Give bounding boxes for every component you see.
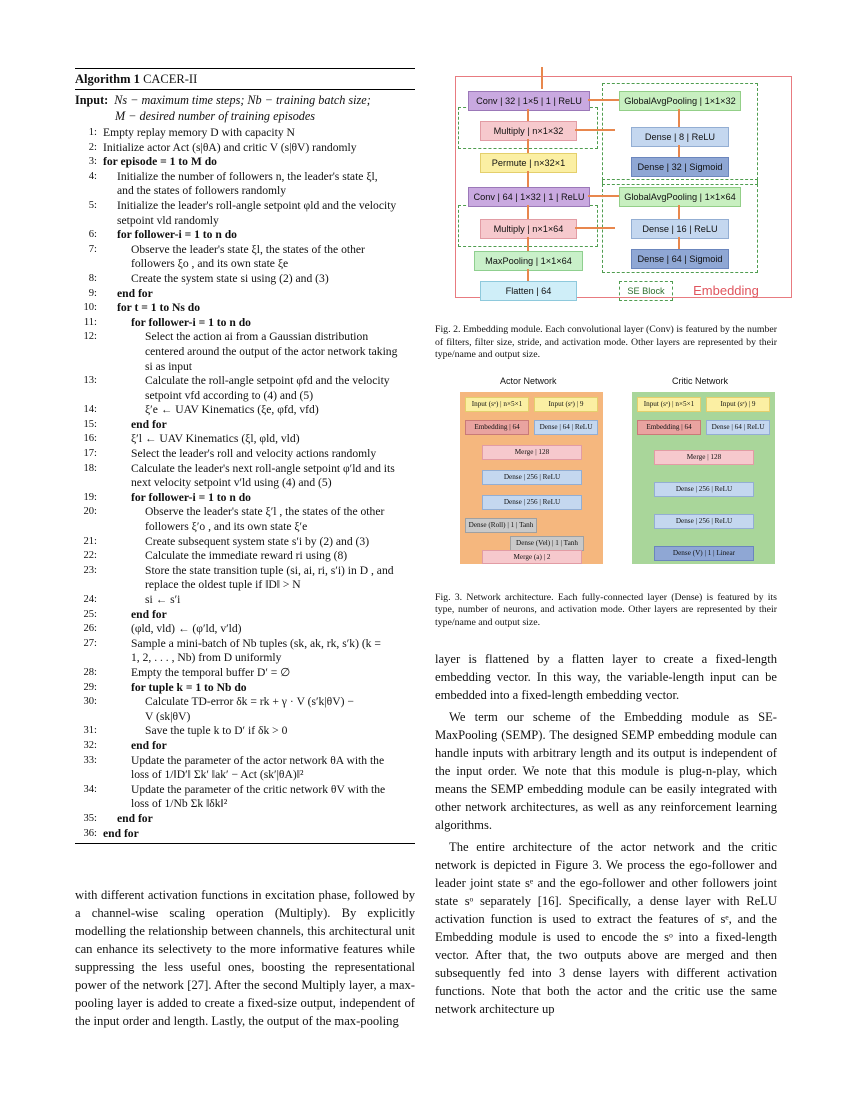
algorithm-line	[75, 243, 415, 258]
line-number: 24:	[83, 594, 97, 605]
actor-input-e: Input (sᵉ) | 9	[534, 397, 598, 412]
algorithm-line	[75, 126, 415, 141]
algorithm-line	[75, 783, 415, 798]
embedding-label: Embedding	[693, 282, 759, 298]
critic-merge: Merge | 128	[654, 450, 754, 465]
algorithm-line	[75, 155, 415, 170]
line-number: 30:	[83, 696, 97, 708]
conv2-box: Conv | 64 | 1×32 | 1 | ReLU	[468, 187, 590, 207]
line-text: centered around the output of the actor network taking	[145, 344, 398, 358]
input-label: Input:	[75, 93, 109, 107]
line-number: 10:	[83, 302, 97, 314]
algorithm-line	[75, 578, 415, 593]
line-text: for tuple k = 1 to Nb do	[131, 680, 247, 694]
arrow	[575, 129, 615, 131]
line-number	[75, 476, 103, 491]
algorithm-line	[75, 797, 415, 812]
line-number: 28:	[83, 666, 97, 678]
line-text: end for	[117, 811, 153, 825]
line-text: V (sk|θV)	[145, 709, 191, 723]
gap2-box: GlobalAvgPooling | 1×1×64	[619, 187, 741, 207]
line-number: 33:	[83, 754, 97, 766]
line-text: si as input	[145, 359, 193, 373]
right-paragraph-1: layer is flattened by a flatten layer to create a fixed-length embedding vector. In this way, the variable-length input can be embedded into a fixed-length embedding vector.	[435, 651, 777, 702]
algorithm-line	[75, 535, 415, 550]
line-number	[75, 768, 103, 783]
algorithm-line	[75, 418, 415, 433]
line-number: 9:	[88, 287, 97, 299]
actor-dense64: Dense | 64 | ReLU	[534, 420, 598, 435]
algorithm-label: Algorithm 1	[75, 72, 140, 86]
line-text: Initialize actor Act (s|θA) and critic V (s|θV) randomly	[103, 140, 357, 154]
line-text: (φld, vld) ← (φ′ld, v′ld)	[131, 622, 242, 636]
input-arrow	[541, 67, 543, 89]
figure-2-embedding-diagram	[455, 76, 792, 298]
algorithm-line	[75, 476, 415, 491]
algorithm-line	[75, 505, 415, 520]
line-text: Update the parameter of the critic network θV with the	[131, 782, 386, 796]
line-number: 14:	[83, 404, 97, 416]
figure-2-caption: Fig. 2. Embedding module. Each convolutional layer (Conv) is featured by the number of filters, filter size, stride, and activation mode. Other layers are represented by their type/name and output size.	[435, 324, 777, 361]
algorithm-line	[75, 754, 415, 769]
line-number	[75, 797, 103, 812]
line-text: Select the leader's roll and velocity actions randomly	[131, 447, 377, 461]
algorithm-name: CACER-II	[143, 72, 198, 86]
line-text: si ← s′i	[145, 593, 181, 606]
line-text: for t = 1 to Ns do	[117, 301, 201, 315]
critic-panel	[632, 392, 775, 564]
actor-merge: Merge | 128	[482, 445, 582, 460]
line-text: Calculate the immediate reward ri using (8)	[145, 549, 348, 563]
line-text: 1, 2, . . . , Nb) from D uniformly	[131, 651, 282, 665]
critic-dense64: Dense | 64 | ReLU	[706, 420, 770, 435]
line-text: end for	[103, 826, 139, 840]
line-text: Sample a mini-batch of Nb tuples (sk, ak, rk, s′k) (k =	[131, 636, 381, 650]
line-text: loss of 1/‖D′‖ Σk′ ‖ak′ − Act (sk′|θA)‖²	[131, 768, 304, 782]
line-text: for follower-i = 1 to n do	[117, 228, 237, 242]
algorithm-line	[75, 228, 415, 243]
line-number: 4:	[88, 170, 97, 182]
algorithm-line	[75, 462, 415, 477]
gap1-box: GlobalAvgPooling | 1×1×32	[619, 91, 741, 111]
critic-dense-v: Dense (V) | 1 | Linear	[654, 546, 754, 561]
line-text: for follower-i = 1 to n do	[131, 490, 251, 504]
algorithm-line	[75, 360, 415, 375]
arrow	[678, 237, 680, 249]
algorithm-line	[75, 520, 415, 535]
input-line-1: Ns − maximum time steps; Nb − training batch size;	[114, 93, 371, 107]
algorithm-line	[75, 681, 415, 696]
arrow	[575, 227, 615, 229]
line-number: 31:	[83, 725, 97, 737]
algorithm-line	[75, 827, 415, 842]
line-text: Initialize the leader's roll-angle setpoint φld and the velocity	[117, 198, 397, 212]
line-text: Observe the leader's state ξl, the states of the other	[131, 242, 365, 256]
actor-embedding: Embedding | 64	[465, 420, 529, 435]
line-number: 21:	[83, 535, 97, 547]
line-text: end for	[131, 738, 167, 752]
line-number	[75, 389, 103, 404]
algorithm-input	[75, 90, 415, 124]
algorithm-line	[75, 447, 415, 462]
algorithm-line	[75, 622, 415, 637]
algorithm-line	[75, 739, 415, 754]
actor-dense-vel: Dense (Vel) | 1 | Tanh	[510, 536, 584, 551]
line-number	[75, 520, 103, 535]
right-column	[435, 68, 777, 1018]
arrow	[588, 99, 619, 101]
line-text: Select the action ai from a Gaussian distribution	[145, 330, 369, 344]
figure-3-caption: Fig. 3. Network architecture. Each fully-connected layer (Dense) is featured by its type, number of neurons, and activation mode. Other layers are represented by their type/name and output size.	[435, 591, 777, 628]
line-number: 34:	[83, 783, 97, 795]
se-block-legend: SE Block	[619, 281, 673, 301]
permute-box: Permute | n×32×1	[480, 153, 577, 173]
line-number: 26:	[83, 623, 97, 635]
algorithm-line	[75, 491, 415, 506]
line-text: Empty replay memory D with capacity N	[103, 126, 295, 139]
line-text: Create subsequent system state s′i by (2) and (3)	[145, 534, 370, 548]
right-paragraph-2: We term our scheme of the Embedding module as SE-MaxPooling (SEMP). The designed SEMP embedding module can handle inputs with arbitrary length and its output is independent of the input order. We note that this module is plug-n-play, which means the SEMP embedding module can be easily integrated with other network architectures, as well as any reinforcement learning algorithms.	[435, 709, 777, 832]
dense64-box: Dense | 64 | Sigmoid	[631, 249, 729, 269]
arrow	[588, 195, 619, 197]
line-text: for follower-i = 1 to n do	[131, 315, 251, 329]
line-number: 7:	[88, 243, 97, 255]
line-number: 27:	[83, 637, 97, 649]
left-column	[75, 68, 415, 1030]
dense16-box: Dense | 16 | ReLU	[631, 219, 729, 239]
algorithm-line	[75, 403, 415, 418]
line-number: 11:	[83, 316, 97, 328]
line-number: 13:	[83, 375, 97, 387]
algorithm-title	[75, 68, 415, 90]
arrow	[678, 205, 680, 219]
line-text: Calculate the leader's next roll-angle setpoint φ′ld and its	[131, 461, 395, 475]
algorithm-line	[75, 651, 415, 666]
line-number: 19:	[83, 491, 97, 503]
actor-dense256-b: Dense | 256 | ReLU	[482, 495, 582, 510]
line-number: 18:	[83, 462, 97, 474]
line-number: 22:	[83, 550, 97, 562]
algorithm-line	[75, 170, 415, 185]
arrow	[527, 205, 529, 219]
line-number: 1:	[88, 127, 97, 138]
line-text: Initialize the number of followers n, the leader's state ξl,	[117, 169, 378, 183]
critic-dense256-a: Dense | 256 | ReLU	[654, 482, 754, 497]
algorithm-line	[75, 199, 415, 214]
algorithm-line	[75, 214, 415, 229]
line-number	[75, 214, 103, 229]
line-text: Create the system state si using (2) and (3)	[131, 271, 329, 285]
line-text: Observe the leader's state ξ′l , the states of the other	[145, 505, 385, 519]
line-text: Empty the temporal buffer D′ = ∅	[131, 665, 291, 679]
line-text: Calculate TD-error δk = rk + γ · V (s′k|θV) −	[145, 695, 354, 709]
line-number	[75, 578, 103, 593]
right-paragraph-3: The entire architecture of the actor network and the critic network is depicted in Figure 3. We process the ego-follower and leader joint state sᵉ and the ego-follower and other followers joint state sᵒ separately [16]. Specifically, a dense layer with ReLU activation function is used to extract the features of sᵉ, and the Embedding module is used to encode the sᵒ into a fixed-length vector. After that, the two outputs above are merged and then subsequently fed into 3 dense layers with different activation functions. Note that both the actor and the critic use the same network architecture up	[435, 839, 777, 1016]
line-text: setpoint vfd according to (4) and (5)	[145, 388, 314, 402]
line-number: 16:	[83, 433, 97, 445]
line-text: ξ′e ← UAV Kinematics (ξe, φfd, vfd)	[145, 403, 319, 417]
line-text: followers ξ′o , and its own state ξ′e	[145, 520, 308, 534]
line-number	[75, 710, 103, 725]
dense8-box: Dense | 8 | ReLU	[631, 127, 729, 147]
line-number: 15:	[83, 418, 97, 430]
line-number: 35:	[83, 812, 97, 824]
conv1-box: Conv | 32 | 1×5 | 1 | ReLU	[468, 91, 590, 111]
line-text: and the states of followers randomly	[117, 184, 287, 198]
line-number	[75, 651, 103, 666]
figure-3-network-diagram	[460, 376, 790, 566]
arrow	[678, 109, 680, 127]
algorithm-line	[75, 316, 415, 331]
line-number: 20:	[83, 506, 97, 518]
line-number: 25:	[83, 608, 97, 620]
line-text: next velocity setpoint v′ld using (4) and (5)	[131, 476, 332, 490]
algorithm-rule	[75, 843, 415, 844]
algorithm-line	[75, 710, 415, 725]
algorithm-line	[75, 695, 415, 710]
algorithm-line	[75, 593, 415, 608]
actor-dense256-a: Dense | 256 | ReLU	[482, 470, 582, 485]
critic-embedding: Embedding | 64	[637, 420, 701, 435]
multiply2-box: Multiply | n×1×64	[480, 219, 577, 239]
input-line-2: M − desired number of training episodes	[115, 109, 316, 123]
algorithm-line	[75, 389, 415, 404]
critic-input-o: Input (sᵒ) | n×5×1	[637, 397, 701, 412]
flatten-box: Flatten | 64	[480, 281, 577, 301]
line-number: 17:	[83, 448, 97, 460]
algorithm-line	[75, 812, 415, 827]
line-number: 12:	[83, 331, 97, 343]
algorithm-line	[75, 768, 415, 783]
algorithm-line	[75, 272, 415, 287]
line-text: loss of 1/Nb Σk ‖δk‖²	[131, 797, 228, 811]
algorithm-line	[75, 184, 415, 199]
line-text: Save the tuple k to D′ if δk > 0	[145, 724, 288, 738]
arrow	[527, 139, 529, 153]
line-text: end for	[131, 607, 167, 621]
line-number: 29:	[83, 681, 97, 693]
line-number: 32:	[83, 739, 97, 751]
arrow	[527, 237, 529, 251]
algorithm-line	[75, 330, 415, 345]
algorithm-line	[75, 637, 415, 652]
line-number: 3:	[88, 156, 97, 168]
algorithm-line	[75, 549, 415, 564]
actor-merge-a: Merge (a) | 2	[482, 550, 582, 564]
actor-panel	[460, 392, 603, 564]
line-number: 5:	[88, 199, 97, 211]
left-body-paragraph: with different activation functions in excitation phase, followed by a channel-wise scaling operation (Multiply). By explicitly modelling the relationship between channels, this architectural unit can enhance its selectivety to the more informative features while suppressing the less useful ones, boosting the representational power of the network [27]. After the second Multiply layer, a max-pooling layer is added to create a fixed-size output, independent of the input order and length. Lastly, the output of the max-pooling	[75, 888, 415, 1029]
actor-input-o: Input (sᵒ) | n×5×1	[465, 397, 529, 412]
algorithm-line	[75, 564, 415, 579]
dense32-box: Dense | 32 | Sigmoid	[631, 157, 729, 177]
algorithm-lines	[75, 126, 415, 841]
multiply1-box: Multiply | n×1×32	[480, 121, 577, 141]
critic-network-title: Critic Network	[672, 375, 729, 386]
algorithm-line	[75, 301, 415, 316]
line-text: followers ξo , and its own state ξe	[131, 257, 289, 271]
algorithm-line	[75, 608, 415, 623]
arrow	[527, 171, 529, 187]
line-number: 6:	[88, 229, 97, 241]
line-number: 23:	[83, 564, 97, 576]
line-text: ξ′l ← UAV Kinematics (ξl, φld, vld)	[131, 432, 300, 446]
line-number	[75, 184, 103, 199]
critic-input-e: Input (sᵉ) | 9	[706, 397, 770, 412]
line-text: end for	[117, 286, 153, 300]
line-text: Store the state transition tuple (si, ai, ri, s′i) in D , and	[145, 563, 394, 577]
line-text: end for	[131, 417, 167, 431]
arrow	[527, 109, 529, 121]
maxpool-box: MaxPooling | 1×1×64	[474, 251, 583, 271]
critic-dense256-b: Dense | 256 | ReLU	[654, 514, 754, 529]
algorithm-line	[75, 141, 415, 156]
algorithm-line	[75, 724, 415, 739]
algorithm-line	[75, 432, 415, 447]
line-number	[75, 360, 103, 375]
algorithm-line	[75, 374, 415, 389]
line-text: Update the parameter of the actor network θA with the	[131, 753, 385, 767]
line-number: 2:	[88, 141, 97, 153]
algorithm-line	[75, 257, 415, 272]
line-text: for episode = 1 to M do	[103, 155, 217, 169]
algorithm-line	[75, 345, 415, 360]
algorithm-line	[75, 666, 415, 681]
algorithm-line	[75, 287, 415, 302]
line-number: 36:	[83, 827, 97, 839]
line-text: replace the oldest tuple if ‖D‖ > N	[145, 578, 301, 592]
arrow	[678, 145, 680, 157]
actor-network-title: Actor Network	[500, 375, 557, 386]
actor-dense-roll: Dense (Roll) | 1 | Tanh	[465, 518, 537, 533]
line-text: setpoint vld randomly	[117, 213, 219, 227]
line-number	[75, 345, 103, 360]
line-number: 8:	[88, 272, 97, 284]
line-number	[75, 257, 103, 272]
arrow	[527, 269, 529, 281]
line-text: Calculate the roll-angle setpoint φfd and the velocity	[145, 374, 390, 388]
